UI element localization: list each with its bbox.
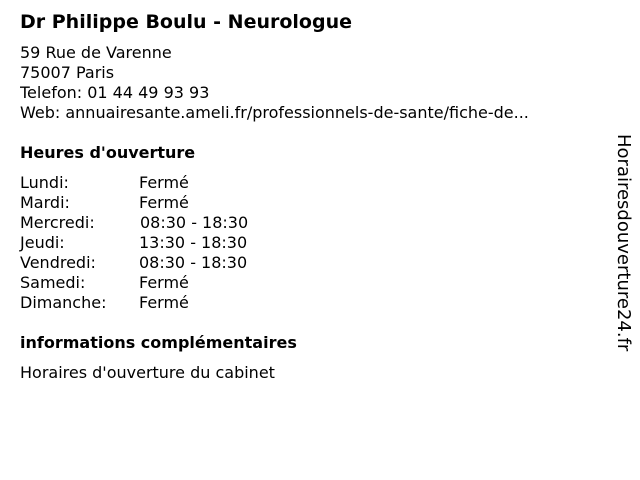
city-postcode: 75007 Paris bbox=[20, 63, 115, 82]
additional-info-text: Horaires d'ouverture du cabinet bbox=[20, 363, 275, 382]
hours-row-monday bbox=[20, 173, 600, 193]
opening-hours-heading: Heures d'ouverture bbox=[20, 143, 196, 162]
hours-value: Fermé bbox=[139, 293, 189, 312]
day-label: Lundi: bbox=[20, 173, 69, 192]
day-label: Dimanche: bbox=[20, 293, 107, 312]
website-link[interactable]: Web: annuairesante.ameli.fr/professionnels-de-sante/fiche-de... bbox=[20, 103, 529, 122]
phone-number[interactable]: Telefon: 01 44 49 93 93 bbox=[20, 83, 210, 102]
day-label: Samedi: bbox=[20, 273, 86, 292]
hours-value: 08:30 - 18:30 bbox=[140, 213, 249, 232]
hours-row-tuesday bbox=[20, 193, 600, 213]
hours-row-sunday bbox=[20, 293, 600, 313]
page-title: Dr Philippe Boulu - Neurologue bbox=[20, 11, 352, 33]
hours-value: Fermé bbox=[139, 193, 189, 212]
opening-hours-table bbox=[20, 173, 600, 313]
street-address: 59 Rue de Varenne bbox=[20, 43, 172, 62]
hours-row-saturday bbox=[20, 273, 600, 293]
hours-value: Fermé bbox=[139, 173, 189, 192]
hours-value: 08:30 - 18:30 bbox=[139, 253, 248, 272]
hours-row-wednesday bbox=[20, 213, 600, 233]
hours-value: Fermé bbox=[139, 273, 189, 292]
site-watermark: Horairesdouverture24.fr bbox=[613, 134, 634, 352]
business-card bbox=[20, 10, 600, 383]
day-label: Vendredi: bbox=[20, 253, 96, 272]
day-label: Mercredi: bbox=[20, 213, 95, 232]
address-block bbox=[20, 43, 600, 123]
additional-info-heading: informations complémentaires bbox=[20, 333, 297, 352]
day-label: Jeudi: bbox=[20, 233, 65, 252]
hours-row-friday bbox=[20, 253, 600, 273]
hours-row-thursday bbox=[20, 233, 600, 253]
hours-value: 13:30 - 18:30 bbox=[139, 233, 248, 252]
day-label: Mardi: bbox=[20, 193, 70, 212]
